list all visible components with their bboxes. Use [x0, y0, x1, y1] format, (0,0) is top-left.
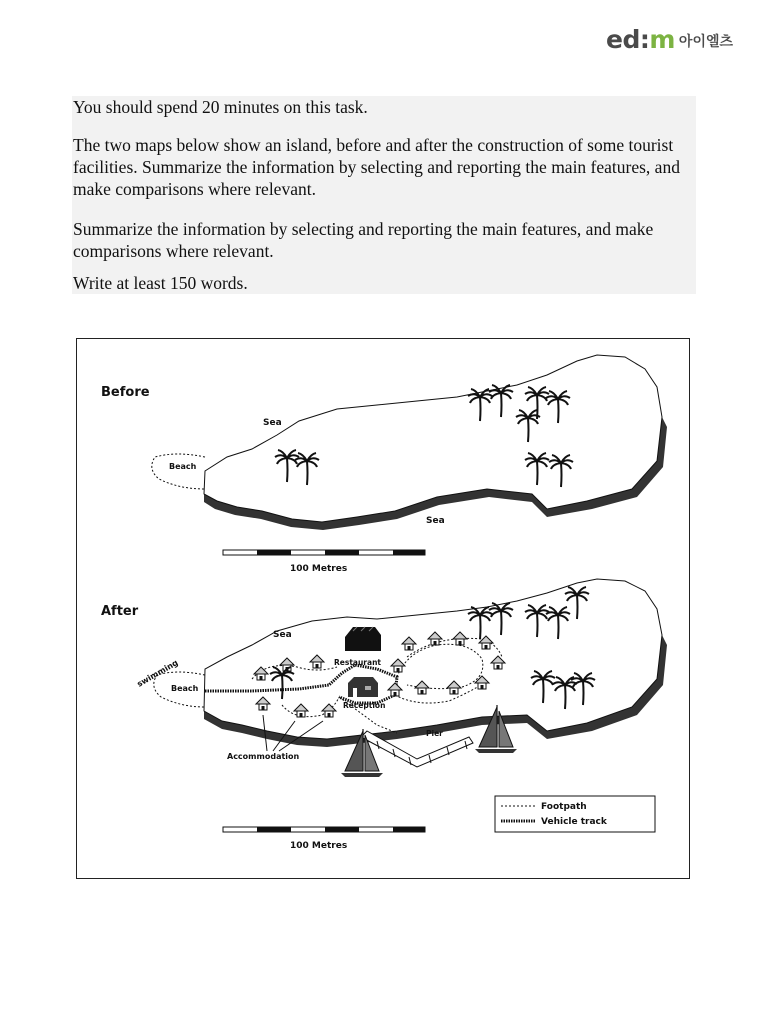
before-beach-label: Beach: [169, 462, 197, 471]
time-instruction: You should spend 20 minutes on this task.: [73, 97, 368, 117]
before-scale-label: 100 Metres: [290, 564, 348, 574]
swimming-label: swimming: [135, 658, 180, 689]
after-title: After: [101, 604, 139, 619]
task-instructions: [72, 96, 696, 294]
task-description: The two maps below show an island, before and after the construction of some tourist facilities. Summarize the information by selecting and reporting the main features, and make comparisons where relevant.: [73, 135, 680, 199]
after-scale-bar: [223, 827, 425, 832]
before-sea-bottom-label: Sea: [426, 516, 445, 526]
island-maps-svg: [77, 339, 688, 877]
reception-building: [348, 677, 378, 697]
logo-brand: ed:m: [606, 24, 675, 54]
footpath-legend-label: Footpath: [541, 802, 587, 812]
after-map: [101, 579, 667, 851]
after-island: [204, 579, 662, 739]
task-summary-instruction: Summarize the information by selecting and reporting the main features, and make comparisons where relevant.: [73, 219, 654, 261]
before-scale-bar: [223, 550, 425, 555]
word-count-instruction: Write at least 150 words.: [73, 273, 248, 293]
before-sea-top-label: Sea: [263, 418, 282, 428]
reception-label: Reception: [343, 701, 386, 710]
after-sea-label: Sea: [273, 630, 292, 640]
edm-logo: [606, 24, 746, 54]
pier-label: Pier: [426, 729, 443, 738]
logo-subtitle: 아이엘츠: [678, 34, 734, 50]
before-title: Before: [101, 385, 150, 400]
before-map: [101, 355, 667, 574]
restaurant-building: [345, 627, 381, 651]
map-legend: [495, 796, 655, 832]
vehicle-track-legend-label: Vehicle track: [541, 817, 607, 827]
after-scale-label: 100 Metres: [290, 841, 348, 851]
before-beach: [152, 454, 205, 489]
island-maps-figure: [76, 338, 690, 879]
restaurant-label: Restaurant: [334, 658, 381, 667]
after-beach-label: Beach: [171, 684, 199, 693]
accommodation-label: Accommodation: [227, 752, 300, 761]
before-island: [204, 355, 662, 522]
